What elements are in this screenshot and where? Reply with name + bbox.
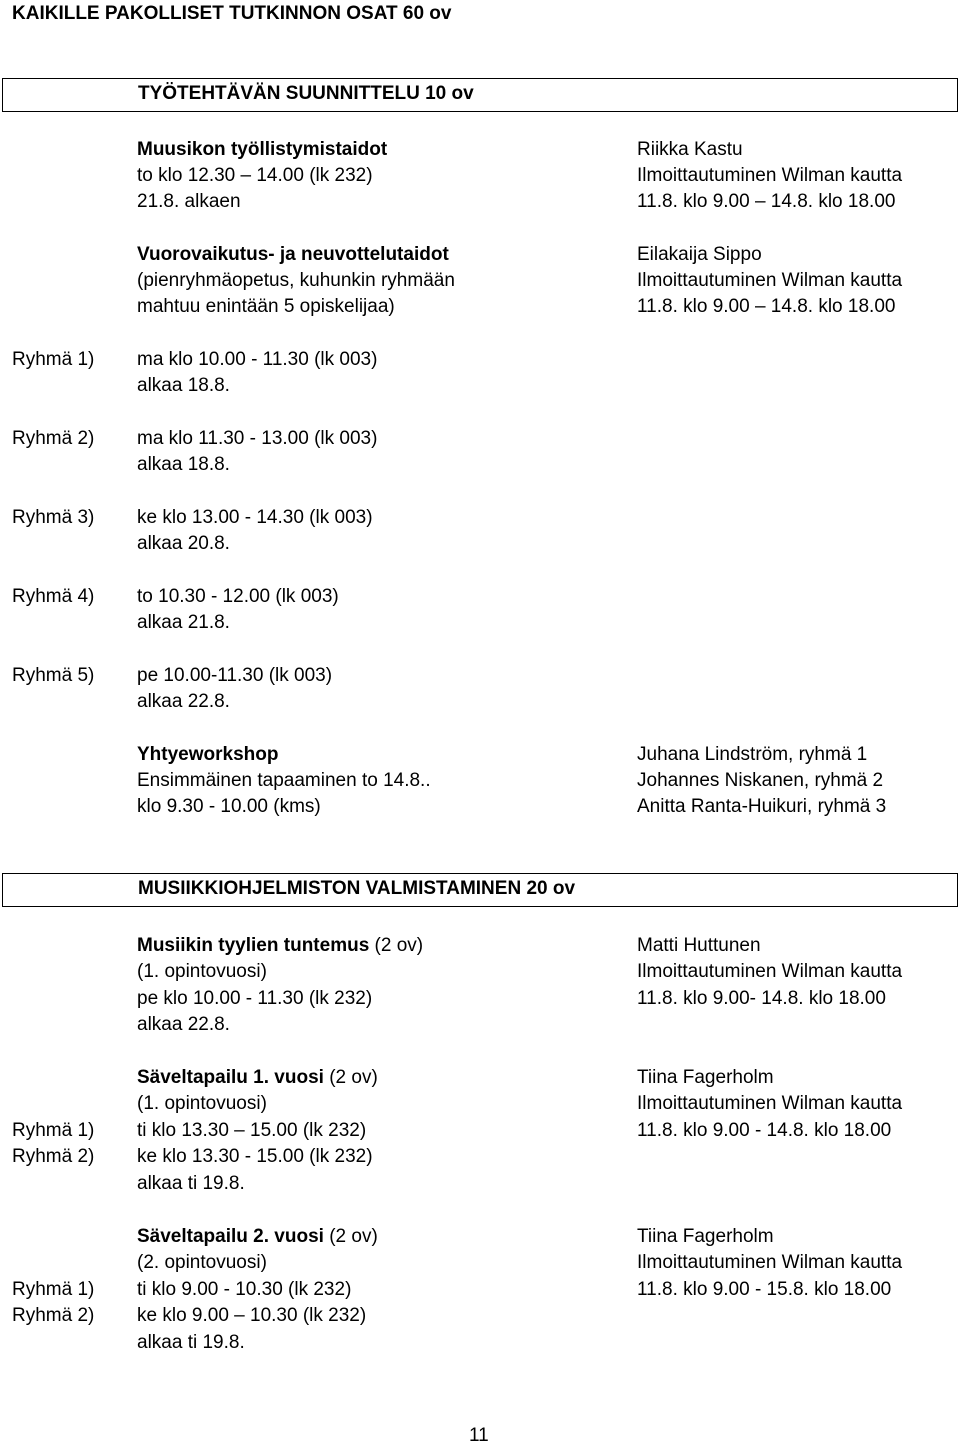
course-signup: Ilmoittautuminen Wilman kautta — [637, 165, 903, 186]
workshop-time: klo 9.30 - 10.00 (kms) — [137, 796, 321, 817]
section-title-box — [2, 873, 958, 907]
course-signup-dates: 11.8. klo 9.00 - 15.8. klo 18.00 — [637, 1279, 892, 1300]
course-signup-dates: 11.8. klo 9.00 - 14.8. klo 18.00 — [637, 1120, 892, 1141]
group-time: ke klo 9.00 – 10.30 (lk 232) — [137, 1305, 367, 1326]
group-start: alkaa 21.8. — [137, 612, 230, 633]
course-signup: Ilmoittautuminen Wilman kautta — [637, 1252, 903, 1273]
group-time: to 10.30 - 12.00 (lk 003) — [137, 586, 339, 607]
group-label: Ryhmä 2) — [12, 428, 95, 449]
section-title: MUSIIKKIOHJELMISTON VALMISTAMINEN 20 ov — [138, 878, 576, 899]
group-label: Ryhmä 1) — [12, 1279, 95, 1300]
course-schedule: to klo 12.30 – 14.00 (lk 232) — [137, 165, 373, 186]
course-teacher: Riikka Kastu — [637, 139, 743, 160]
course-note: (pienryhmäopetus, kuhunkin ryhmään — [137, 270, 455, 291]
course-teacher: Tiina Fagerholm — [637, 1226, 774, 1247]
course-credits: (2 ov) — [323, 1067, 378, 1088]
group-start: alkaa 22.8. — [137, 691, 230, 712]
group-label: Ryhmä 5) — [12, 665, 95, 686]
course-credits: (2 ov) — [369, 935, 424, 956]
course-signup: Ilmoittautuminen Wilman kautta — [637, 961, 903, 982]
course-signup-dates: 11.8. klo 9.00 – 14.8. klo 18.00 — [637, 296, 896, 317]
course-name: Muusikon työllistymistaidot — [137, 139, 388, 160]
workshop-name: Yhtyeworkshop — [137, 744, 279, 765]
group-time: ma klo 10.00 - 11.30 (lk 003) — [137, 349, 378, 370]
course-start: alkaa 22.8. — [137, 1014, 230, 1035]
course-name-line — [137, 1066, 378, 1090]
page-number: 11 — [469, 1425, 489, 1446]
group-time: pe 10.00-11.30 (lk 003) — [137, 665, 333, 686]
workshop-teacher: Johannes Niskanen, ryhmä 2 — [637, 770, 884, 791]
course-start: alkaa ti 19.8. — [137, 1332, 245, 1353]
group-time: ke klo 13.30 - 15.00 (lk 232) — [137, 1146, 373, 1167]
group-label: Ryhmä 2) — [12, 1146, 95, 1167]
course-credits: (2 ov) — [323, 1226, 378, 1247]
group-label: Ryhmä 2) — [12, 1305, 95, 1326]
course-name-line — [137, 934, 423, 958]
group-time: ma klo 11.30 - 13.00 (lk 003) — [137, 428, 378, 449]
group-time: ke klo 13.00 - 14.30 (lk 003) — [137, 507, 373, 528]
course-signup: Ilmoittautuminen Wilman kautta — [637, 270, 903, 291]
course-start: alkaa ti 19.8. — [137, 1173, 245, 1194]
course-schedule: pe klo 10.00 - 11.30 (lk 232) — [137, 988, 373, 1009]
course-name-line — [137, 1225, 378, 1249]
group-label: Ryhmä 1) — [12, 1120, 95, 1141]
section-title: TYÖTEHTÄVÄN SUUNNITTELU 10 ov — [138, 83, 474, 104]
course-year: (1. opintovuosi) — [137, 1093, 267, 1114]
course-teacher: Eilakaija Sippo — [637, 244, 762, 265]
course-signup: Ilmoittautuminen Wilman kautta — [637, 1093, 903, 1114]
group-start: alkaa 18.8. — [137, 454, 230, 475]
course-teacher: Matti Huttunen — [637, 935, 761, 956]
course-signup-dates: 11.8. klo 9.00- 14.8. klo 18.00 — [637, 988, 886, 1009]
course-name: Vuorovaikutus- ja neuvottelutaidot — [137, 244, 449, 265]
course-year: (1. opintovuosi) — [137, 961, 267, 982]
group-time: ti klo 13.30 – 15.00 (lk 232) — [137, 1120, 367, 1141]
group-label: Ryhmä 3) — [12, 507, 95, 528]
page-heading: KAIKILLE PAKOLLISET TUTKINNON OSAT 60 ov — [12, 3, 452, 24]
group-label: Ryhmä 4) — [12, 586, 95, 607]
course-teacher: Tiina Fagerholm — [637, 1067, 774, 1088]
group-label: Ryhmä 1) — [12, 349, 95, 370]
course-start: 21.8. alkaen — [137, 191, 241, 212]
workshop-teacher: Juhana Lindström, ryhmä 1 — [637, 744, 868, 765]
course-name: Musiikin tyylien tuntemus — [137, 935, 370, 956]
workshop-teacher: Anitta Ranta-Huikuri, ryhmä 3 — [637, 796, 887, 817]
group-start: alkaa 20.8. — [137, 533, 230, 554]
course-signup-dates: 11.8. klo 9.00 – 14.8. klo 18.00 — [637, 191, 896, 212]
section-title-box — [2, 78, 958, 112]
group-start: alkaa 18.8. — [137, 375, 230, 396]
course-note: mahtuu enintään 5 opiskelijaa) — [137, 296, 395, 317]
group-time: ti klo 9.00 - 10.30 (lk 232) — [137, 1279, 352, 1300]
course-year: (2. opintovuosi) — [137, 1252, 267, 1273]
workshop-first-meeting: Ensimmäinen tapaaminen to 14.8.. — [137, 770, 431, 791]
course-name: Säveltapailu 2. vuosi — [137, 1226, 324, 1247]
course-name: Säveltapailu 1. vuosi — [137, 1067, 324, 1088]
